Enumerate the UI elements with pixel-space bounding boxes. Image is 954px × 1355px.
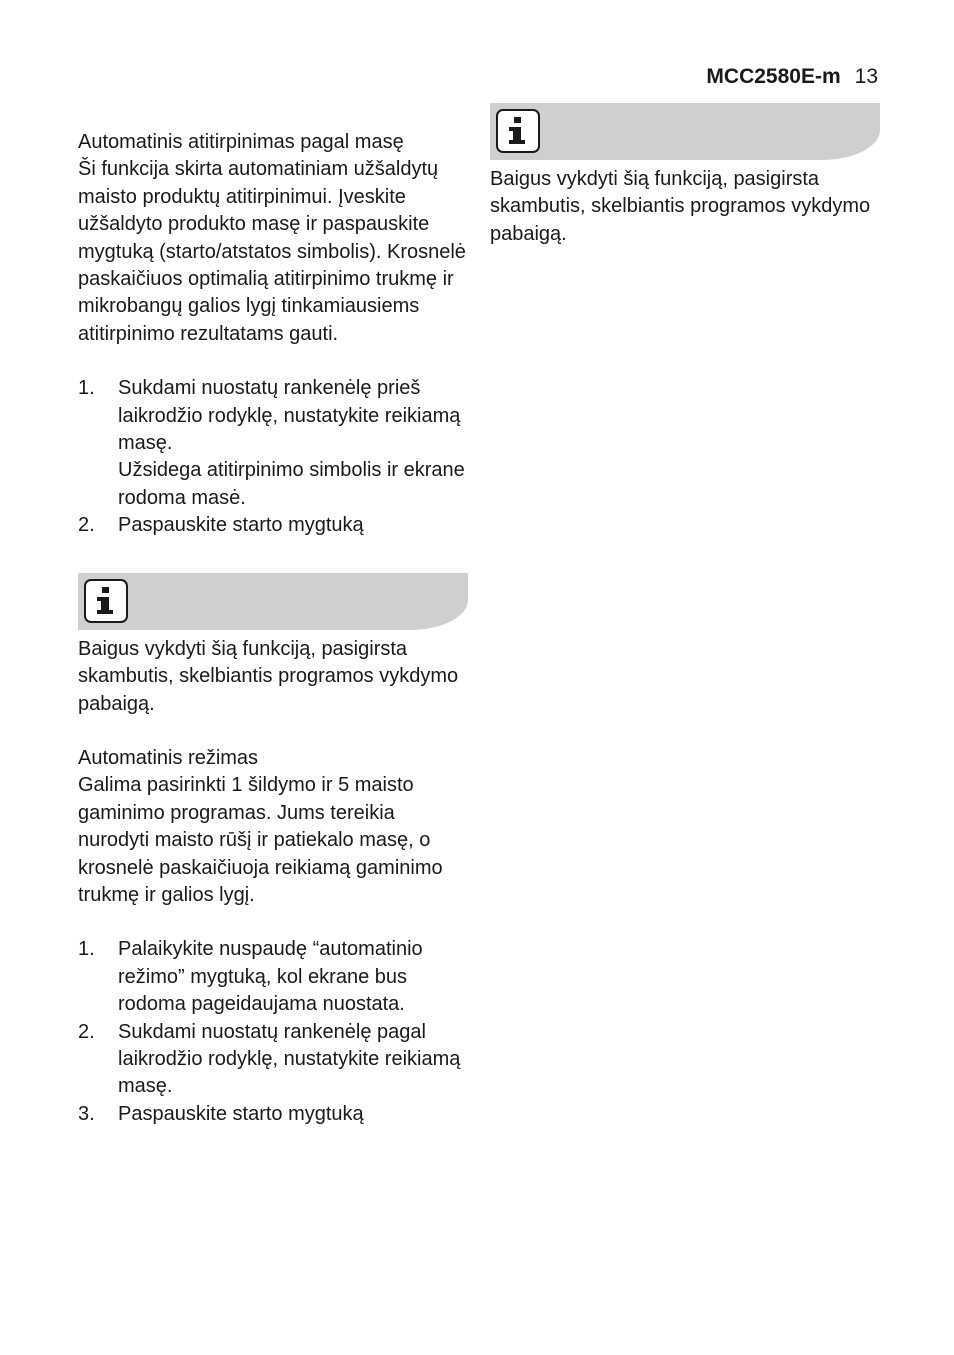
step-text: Sukdami nuostatų rankenėlę pagal laikrodžio rodyklę, nustatykite reikiamą masę.: [118, 1020, 461, 1098]
list-item: [78, 1019, 468, 1101]
note-text: Baigus vykdyti šią funkciją, pasigirsta skambutis, skelbiantis programos vykdymo pabaigą.: [78, 637, 459, 715]
info-icon: [496, 109, 540, 153]
info-icon: [84, 579, 128, 623]
info-note: [78, 573, 468, 718]
step-text: Paspauskite starto mygtuką: [118, 514, 364, 537]
info-note: [490, 103, 880, 248]
list-item: [78, 936, 468, 1018]
list-item: [78, 1101, 468, 1128]
step-text: Paspauskite starto mygtuką: [118, 1102, 364, 1125]
list-item: [78, 375, 468, 512]
step-text: Sukdami nuostatų rankenėlę prieš laikrodžio rodyklę, nustatykite reikiamą masę.: [118, 377, 461, 455]
step-number: 2.: [78, 1020, 95, 1043]
section-auto-mode: [78, 745, 468, 1128]
steps-list: [78, 936, 468, 1128]
step-number: 1.: [78, 377, 95, 400]
left-column: [78, 129, 468, 1128]
steps-list: [78, 375, 468, 539]
note-banner: [78, 573, 468, 630]
page-header: [706, 64, 878, 90]
section-heading: Automatinis režimas: [78, 746, 259, 769]
step-result: Užsidega atitirpinimo simbolis ir ekrane rodoma masė.: [118, 459, 465, 509]
right-column: [490, 103, 880, 248]
step-text: Palaikykite nuspaudę “automatinio režimo” mygtuką, kol ekrane bus rodoma pageidaujama nuostata.: [118, 938, 423, 1016]
list-item: [78, 512, 468, 539]
section-heading: Automatinis atitirpinimas pagal masę: [78, 131, 404, 153]
page-number: 13: [854, 65, 878, 88]
step-number: 2.: [78, 514, 95, 537]
model-name: MCC2580E-m: [706, 65, 841, 88]
section-body: Ši funkcija skirta automatiniam užšaldytų maisto produktų atitirpinimui. Įveskite užšaldyto produkto masę ir paspauskite mygtuką (starto/atstatos simbolis). Krosnelė paskaičiuos optimalią atitirpinimo trukmę ir mikrobangų galios lygį tinkamiausiems atitirpinimo rezultatams gauti.: [78, 158, 466, 345]
section-body: Galima pasirinkti 1 šildymo ir 5 maisto gaminimo programas. Jums tereikia nurodyti maisto rūšį ir patiekalo masę, o krosnelė paskaičiuoja reikiamą gaminimo trukmę ir galios lygį.: [78, 774, 443, 906]
step-number: 1.: [78, 938, 95, 961]
note-banner: [490, 103, 880, 160]
step-number: 3.: [78, 1102, 95, 1125]
section-auto-defrost: [78, 129, 468, 540]
note-text: Baigus vykdyti šią funkciją, pasigirsta skambutis, skelbiantis programos vykdymo pabaigą.: [490, 168, 871, 245]
